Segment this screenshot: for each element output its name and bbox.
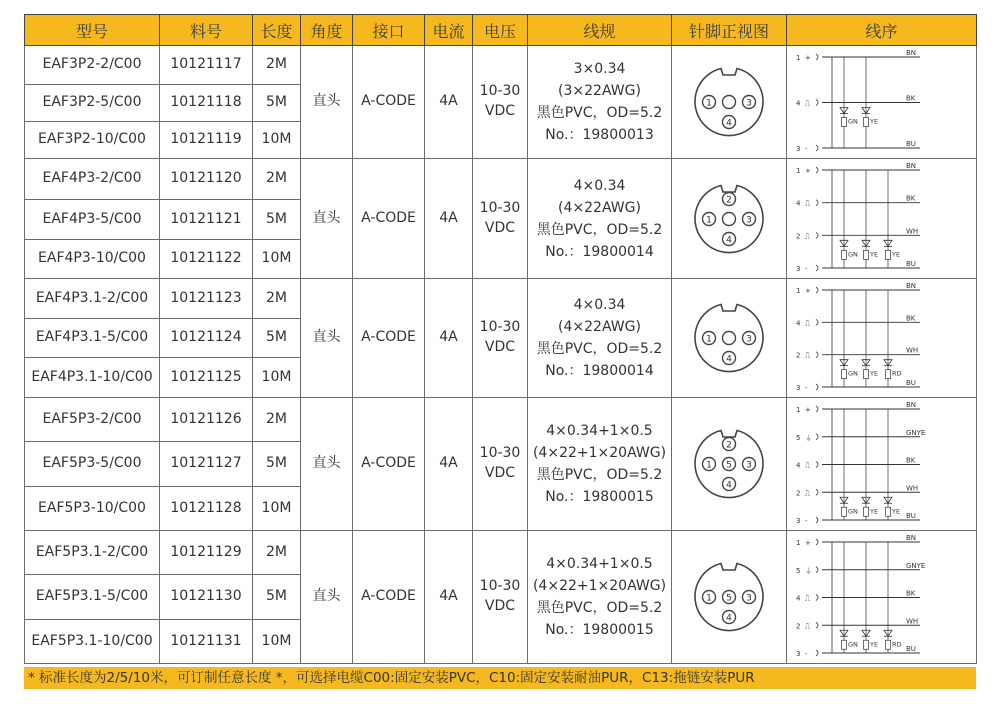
header-current: 电流 (425, 15, 473, 46)
cell-wiring (787, 531, 977, 664)
resistor-icon (841, 507, 846, 516)
wire-sym: + (804, 53, 811, 62)
wire-num: 4 (795, 99, 800, 107)
pin-empty (723, 212, 736, 225)
cell-voltage (473, 159, 528, 279)
cell-model: EAF3P2-5/C00 (25, 85, 160, 122)
pin-label: 5 (726, 593, 732, 604)
wire-sym: + (804, 405, 811, 414)
cell-part: 10121126 (160, 398, 253, 442)
wire-num: 5 (795, 566, 800, 575)
pin-label: 1 (706, 215, 712, 225)
cell-length: 10M (253, 620, 301, 664)
led-label: YE (891, 249, 900, 258)
led-label: GN (847, 117, 858, 125)
pin-label: 3 (746, 460, 752, 471)
resistor-icon (841, 250, 846, 259)
led-label: YE (891, 506, 900, 515)
led-label: YE (869, 249, 878, 258)
cell-current: 4A (425, 159, 473, 279)
header-voltage: 电压 (473, 15, 528, 46)
wire-num: 1 (795, 166, 800, 175)
cell-part: 10121118 (160, 85, 253, 122)
cell-voltage (473, 398, 528, 531)
wire-sym: ⎍ (804, 351, 810, 360)
wire-num: 2 (795, 231, 800, 240)
pin-label: 4 (726, 354, 732, 365)
cell-model: EAF3P2-10/C00 (25, 122, 160, 159)
resistor-icon (863, 369, 868, 378)
cell-model: EAF5P3-5/C00 (25, 442, 160, 487)
wire-num: 5 (795, 433, 800, 442)
wiring-diagram (792, 534, 972, 661)
pin-view-diagram (691, 181, 767, 257)
resistor-icon (863, 640, 868, 649)
pin-label: 2 (726, 440, 732, 451)
cell-length: 2M (253, 46, 301, 85)
resistor-icon (841, 640, 846, 649)
cell-cable (528, 46, 672, 159)
cell-length: 10M (253, 122, 301, 159)
pin-empty (723, 332, 736, 345)
cell-cable (528, 279, 672, 398)
led-label: YE (869, 639, 878, 648)
wire-color: BU (905, 644, 916, 653)
led-label: RD (891, 639, 902, 648)
header-pin-view: 针脚正视图 (672, 15, 787, 46)
cell-pin-view (672, 46, 787, 159)
cable-spec-line: 黑色PVC，OD=5.2 (536, 467, 663, 483)
cell-part: 10121131 (160, 620, 253, 664)
cable-spec-line: 4×0.34 (573, 177, 626, 194)
wire-sym: ⎍ (804, 461, 810, 469)
cell-length: 10M (253, 358, 301, 398)
cell-interface: A-CODE (353, 46, 425, 159)
voltage-unit: VDC (484, 465, 516, 481)
wire-color: BK (905, 194, 915, 203)
wire-color: WH (905, 226, 918, 235)
voltage-range: 10-30 (479, 83, 521, 100)
header-angle: 角度 (301, 15, 353, 46)
wire-num: 2 (795, 351, 800, 360)
cable-spec-line: 4×0.34+1×0.5 (546, 556, 653, 572)
cell-part: 10121119 (160, 122, 253, 159)
voltage-range: 10-30 (479, 199, 521, 216)
pin-label: 3 (746, 215, 752, 225)
wire-sym: ⎍ (804, 621, 810, 630)
cell-model: EAF5P3.1-2/C00 (25, 531, 160, 575)
wire-sym: - (804, 383, 808, 392)
led-label: RD (891, 369, 902, 378)
pin-label: 1 (706, 334, 712, 345)
cell-length: 2M (253, 159, 301, 200)
cable-spec-line: 黑色PVC，OD=5.2 (536, 105, 663, 121)
cable-spec-line: 4×0.34 (573, 297, 626, 313)
wire-color: BU (905, 139, 916, 148)
cell-current: 4A (425, 279, 473, 398)
led-label: YE (869, 506, 878, 515)
header-length: 长度 (253, 15, 301, 46)
table-row (25, 46, 977, 85)
led-label: YE (869, 117, 878, 125)
wire-sym: - (804, 649, 808, 658)
footnote-bar: * 标准长度为2/5/10米，可订制任意长度 *，可选择电缆C00:固定安装PVC，C10:固定安装耐油PUR，C13:拖链安装PUR (24, 667, 976, 689)
wire-color: BN (905, 533, 916, 542)
cell-length: 2M (253, 398, 301, 442)
pin-label: 1 (706, 98, 712, 109)
cell-voltage (473, 46, 528, 159)
table-row (25, 159, 977, 200)
resistor-icon (863, 507, 868, 516)
cell-model: EAF5P3.1-5/C00 (25, 575, 160, 620)
table-header-row (25, 15, 977, 46)
led-label: GN (847, 639, 858, 648)
cell-voltage (473, 279, 528, 398)
cell-pin-view (672, 398, 787, 531)
wire-sym: - (804, 264, 808, 273)
cell-model: EAF4P3.1-10/C00 (25, 358, 160, 398)
cell-pin-view (672, 279, 787, 398)
table-row (25, 279, 977, 319)
cell-part: 10121122 (160, 240, 253, 279)
wire-num: 2 (795, 621, 800, 630)
cell-model: EAF4P3.1-2/C00 (25, 279, 160, 319)
wire-sym: ⎍ (804, 318, 810, 327)
cable-spec-line: 黑色PVC，OD=5.2 (536, 221, 663, 238)
cable-spec-line: (4×22AWG) (558, 199, 641, 216)
voltage-unit: VDC (484, 219, 516, 236)
led-label: YE (869, 369, 878, 378)
pin-label: 3 (746, 98, 752, 109)
cell-part: 10121117 (160, 46, 253, 85)
wire-sym: ⎍ (804, 488, 810, 497)
wire-sym: ⎍ (804, 99, 810, 107)
cable-spec-line: 4×0.34+1×0.5 (546, 423, 653, 439)
cell-model: EAF4P3-10/C00 (25, 240, 160, 279)
cell-pin-view (672, 159, 787, 279)
cell-model: EAF4P3.1-5/C00 (25, 319, 160, 358)
cell-current: 4A (425, 46, 473, 159)
cell-model: EAF5P3.1-10/C00 (25, 620, 160, 664)
header-cable: 线规 (528, 15, 672, 46)
cell-cable (528, 531, 672, 664)
cell-angle: 直头 (301, 531, 353, 664)
cell-length: 5M (253, 200, 301, 240)
resistor-icon (863, 117, 868, 126)
header-model: 型号 (25, 15, 160, 46)
cell-angle: 直头 (301, 398, 353, 531)
wire-color: BK (905, 313, 915, 322)
table-row (25, 531, 977, 575)
product-table (24, 14, 977, 664)
wire-sym: ⎍ (804, 594, 810, 602)
cable-spec-line: 黑色PVC，OD=5.2 (536, 341, 663, 357)
wire-num: 1 (795, 286, 800, 295)
pin-label: 3 (746, 593, 752, 604)
wire-num: 2 (795, 488, 800, 497)
cell-wiring (787, 46, 977, 159)
voltage-range: 10-30 (479, 319, 521, 336)
wire-sym: - (804, 516, 808, 525)
cell-cable (528, 398, 672, 531)
cell-angle: 直头 (301, 159, 353, 279)
cell-length: 10M (253, 240, 301, 279)
cell-length: 5M (253, 319, 301, 358)
cell-length: 2M (253, 531, 301, 575)
pin-label: 4 (726, 613, 732, 624)
pin-view-diagram (691, 64, 767, 140)
wire-num: 3 (795, 144, 800, 153)
wiring-diagram (792, 162, 972, 276)
header-part: 料号 (160, 15, 253, 46)
wire-num: 3 (795, 649, 800, 658)
wire-num: 1 (795, 53, 800, 62)
cable-spec-line: (4×22+1×20AWG) (532, 445, 667, 461)
header-wiring: 线序 (787, 15, 977, 46)
cell-length: 5M (253, 442, 301, 487)
wire-color: BU (905, 378, 916, 387)
pin-label: 3 (746, 334, 752, 345)
wire-num: 4 (795, 594, 800, 602)
wiring-diagram (792, 401, 972, 528)
wire-color: WH (905, 616, 918, 625)
voltage-range: 10-30 (479, 578, 521, 595)
led-label: GN (847, 249, 858, 258)
cell-angle: 直头 (301, 279, 353, 398)
wire-sym: ⎍ (804, 231, 810, 240)
wire-color: WH (905, 346, 918, 355)
cell-current: 4A (425, 531, 473, 664)
cable-spec-line: (4×22AWG) (558, 319, 641, 335)
wire-sym: ⏚ (804, 566, 812, 575)
wire-sym: - (804, 144, 808, 153)
cell-interface: A-CODE (353, 531, 425, 664)
voltage-range: 10-30 (479, 445, 521, 462)
cell-part: 10121127 (160, 442, 253, 487)
pin-empty (723, 96, 736, 109)
cell-model: EAF5P3-2/C00 (25, 398, 160, 442)
cell-model: EAF4P3-5/C00 (25, 200, 160, 240)
cell-part: 10121121 (160, 200, 253, 240)
cell-part: 10121128 (160, 487, 253, 531)
wire-sym: ⎍ (804, 199, 810, 208)
cell-part: 10121129 (160, 531, 253, 575)
pin-view-diagram (691, 426, 767, 502)
pin-label: 1 (706, 460, 712, 471)
wire-sym: + (804, 286, 811, 295)
cell-wiring (787, 279, 977, 398)
cell-model: EAF4P3-2/C00 (25, 159, 160, 200)
cable-spec-line: 黑色PVC，OD=5.2 (536, 600, 663, 616)
cable-spec-line: (3×22AWG) (558, 83, 641, 99)
wire-color: BK (905, 456, 915, 464)
pin-label: 2 (726, 195, 732, 205)
wire-sym: + (804, 538, 811, 547)
cell-interface: A-CODE (353, 279, 425, 398)
cell-interface: A-CODE (353, 398, 425, 531)
cell-cable (528, 159, 672, 279)
resistor-icon (885, 369, 890, 378)
wire-num: 1 (795, 405, 800, 414)
wire-num: 4 (795, 199, 800, 208)
cable-spec-line: 3×0.34 (573, 61, 626, 77)
cell-wiring (787, 159, 977, 279)
wiring-diagram (792, 49, 972, 156)
wire-num: 3 (795, 516, 800, 525)
cell-model: EAF3P2-2/C00 (25, 46, 160, 85)
cable-spec-line: No.：19800015 (545, 622, 654, 638)
resistor-icon (841, 117, 846, 126)
cell-wiring (787, 398, 977, 531)
wire-num: 4 (795, 461, 800, 469)
cell-current: 4A (425, 398, 473, 531)
wire-color: BK (905, 589, 915, 597)
wire-sym: ⏚ (804, 433, 812, 442)
cell-model: EAF5P3-10/C00 (25, 487, 160, 531)
cable-spec-line: No.：19800014 (545, 363, 654, 379)
wire-color: WH (905, 483, 918, 492)
cell-part: 10121123 (160, 279, 253, 319)
cell-interface: A-CODE (353, 159, 425, 279)
cable-spec-line: (4×22+1×20AWG) (532, 578, 667, 594)
cell-length: 2M (253, 279, 301, 319)
wire-color: BK (905, 94, 915, 102)
cable-spec-line: No.：19800014 (545, 243, 654, 260)
cell-length: 5M (253, 85, 301, 122)
wire-num: 4 (795, 318, 800, 327)
cell-part: 10121120 (160, 159, 253, 200)
led-label: GN (847, 369, 858, 378)
wire-color: BN (905, 281, 916, 290)
table-row (25, 398, 977, 442)
pin-label: 4 (726, 235, 732, 245)
pin-label: 5 (726, 460, 732, 471)
wire-color: BN (905, 48, 916, 57)
product-table-container (24, 14, 976, 664)
pin-label: 4 (726, 480, 732, 491)
wire-num: 3 (795, 264, 800, 273)
cell-voltage (473, 531, 528, 664)
cell-angle: 直头 (301, 46, 353, 159)
wire-sym: + (804, 166, 811, 175)
cell-part: 10121124 (160, 319, 253, 358)
pin-label: 4 (726, 118, 732, 129)
cell-pin-view (672, 531, 787, 664)
wire-num: 1 (795, 538, 800, 547)
resistor-icon (863, 250, 868, 259)
wire-color: GNYE (905, 561, 925, 570)
led-label: GN (847, 506, 858, 515)
wire-color: BN (905, 400, 916, 409)
cable-spec-line: No.：19800013 (545, 127, 654, 143)
wiring-diagram (792, 282, 972, 395)
resistor-icon (885, 507, 890, 516)
wire-color: BN (905, 161, 916, 170)
cell-part: 10121125 (160, 358, 253, 398)
wire-color: BU (905, 511, 916, 520)
voltage-unit: VDC (484, 598, 516, 614)
voltage-unit: VDC (484, 339, 516, 355)
cell-length: 10M (253, 487, 301, 531)
cell-length: 5M (253, 575, 301, 620)
header-interface: 接口 (353, 15, 425, 46)
table-body (25, 46, 977, 664)
cable-spec-line: No.：19800015 (545, 489, 654, 505)
pin-view-diagram (691, 300, 767, 376)
wire-num: 3 (795, 383, 800, 392)
wire-color: GNYE (905, 428, 925, 437)
wire-color: BU (905, 259, 916, 268)
resistor-icon (885, 250, 890, 259)
pin-label: 1 (706, 593, 712, 604)
resistor-icon (885, 640, 890, 649)
voltage-unit: VDC (484, 103, 516, 119)
pin-view-diagram (691, 559, 767, 635)
resistor-icon (841, 369, 846, 378)
cell-part: 10121130 (160, 575, 253, 620)
